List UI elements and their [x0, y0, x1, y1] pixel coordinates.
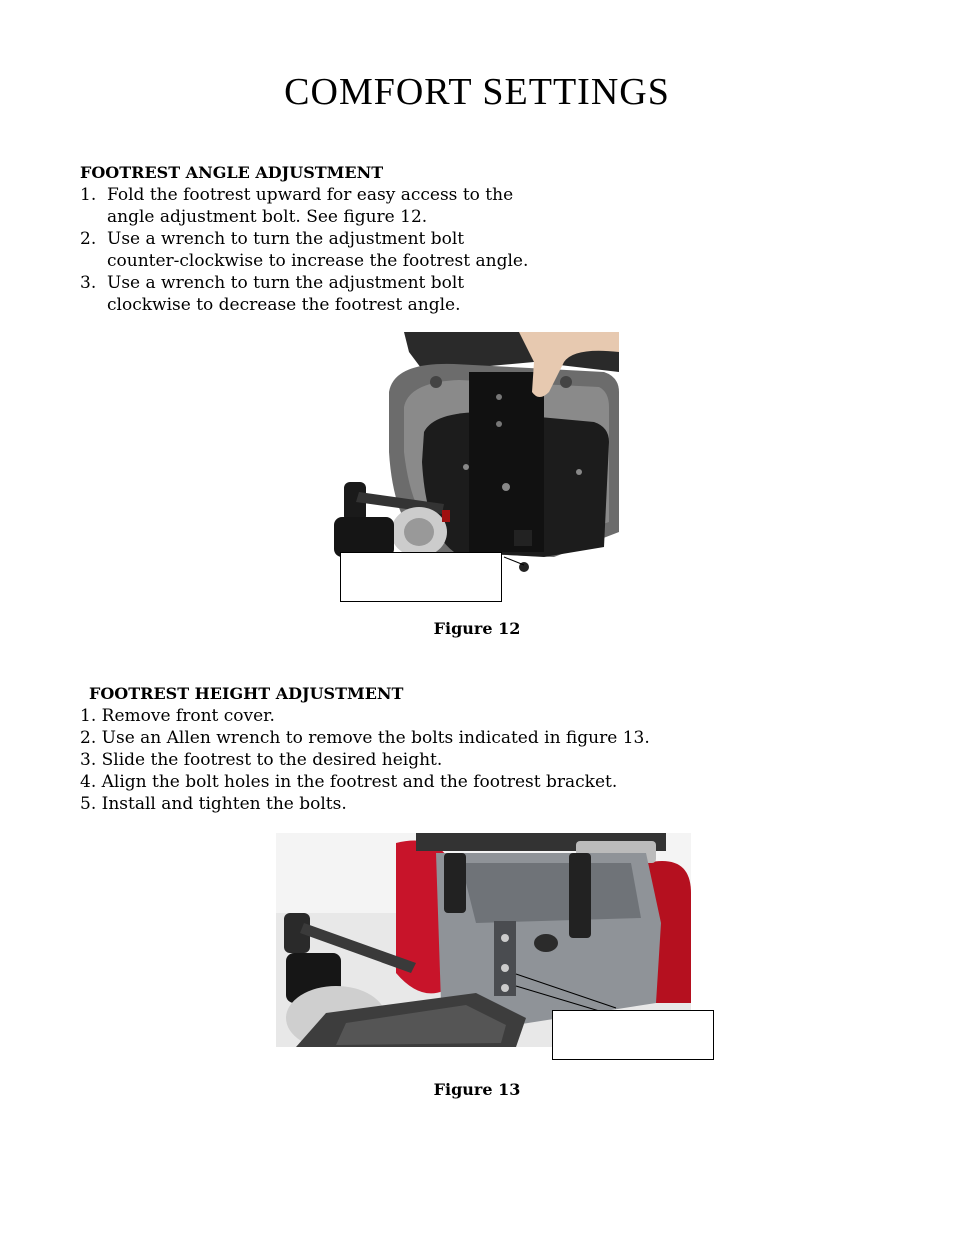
step-text: Remove front cover.	[101, 706, 275, 726]
step-text: Use an Allen wrench to remove the bolts indicated in figure 13.	[101, 728, 650, 748]
figure-13-caption: Figure 13	[433, 1080, 521, 1099]
step-text-line: Use a wrench to turn the adjustment bolt	[107, 273, 465, 293]
angle-steps-list	[80, 184, 600, 316]
list-item	[80, 272, 600, 316]
step-text-line: Fold the footrest upward for easy access to the	[107, 185, 514, 205]
step-number: 5.	[80, 794, 97, 814]
list-item	[80, 184, 600, 228]
list-item	[80, 705, 780, 727]
section-heading-footrest-angle: FOOTREST ANGLE ADJUSTMENT	[80, 163, 384, 182]
step-number: 3.	[80, 750, 97, 770]
page-title: COMFORT SETTINGS	[284, 71, 670, 113]
step-text: Slide the footrest to the desired height.	[101, 750, 443, 770]
section-heading-footrest-height: FOOTREST HEIGHT ADJUSTMENT	[89, 684, 404, 703]
list-item	[80, 793, 780, 815]
step-number: 1.	[80, 185, 97, 205]
height-steps-list	[80, 705, 780, 815]
step-number: 2.	[80, 728, 97, 748]
step-text-line: Use a wrench to turn the adjustment bolt	[107, 229, 465, 249]
figure-12-caption: Figure 12	[433, 619, 521, 638]
footrest-angle-illustration	[334, 332, 619, 578]
step-number: 1.	[80, 706, 97, 726]
figure-13-callout-box	[552, 1010, 714, 1060]
list-item	[80, 771, 780, 793]
step-text-line: clockwise to decrease the footrest angle.	[107, 295, 461, 315]
step-text-line: angle adjustment bolt. See figure 12.	[107, 207, 428, 227]
step-number: 4.	[80, 772, 97, 792]
step-number: 3.	[80, 273, 97, 293]
step-text-line: counter-clockwise to increase the footrest angle.	[107, 251, 529, 271]
step-text: Align the bolt holes in the footrest and the footrest bracket.	[101, 772, 618, 792]
step-number: 2.	[80, 229, 97, 249]
figure-12-photo	[334, 332, 619, 578]
step-text: Install and tighten the bolts.	[101, 794, 347, 814]
figure-12-callout-box	[340, 552, 502, 602]
list-item	[80, 228, 600, 272]
list-item	[80, 727, 780, 749]
list-item	[80, 749, 780, 771]
